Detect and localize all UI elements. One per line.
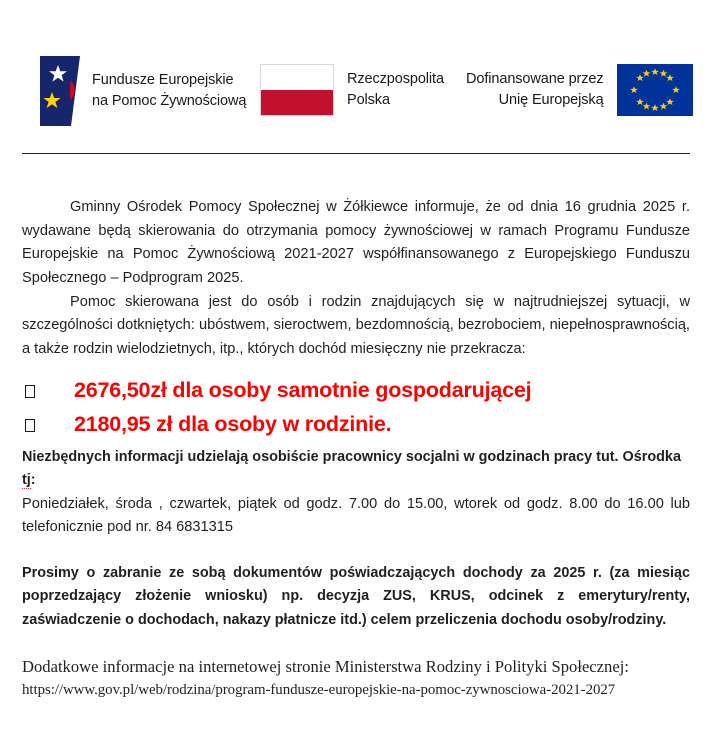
poland-flag-red-stripe <box>261 90 333 115</box>
fe-logo-line-1: Fundusze Europejskie <box>92 72 234 89</box>
income-threshold-family: 2180,95 zł dla osoby w rodzinie. <box>74 412 392 437</box>
logo-rzeczpospolita-polska <box>260 64 444 116</box>
empty-box-glyph-icon <box>25 419 35 432</box>
office-hours-block <box>22 446 690 540</box>
footer-info-block <box>22 656 690 701</box>
footer-info-line: Dodatkowe informacje na internetowej stronie Ministerstwa Rodziny i Polityki Społecznej: <box>22 656 629 676</box>
paragraph-eligibility <box>22 291 690 362</box>
office-hours-lead-suffix: : <box>30 472 36 489</box>
poland-logo-text <box>347 69 444 110</box>
paragraph-announcement-text: Gminny Ośrodek Pomocy Społecznej w Żółkiewce informuje, że od dnia 16 grudnia 2025 r. wydawane będą skierowania do otrzymania pomocy żywnościowej w ramach Programu Fundusze Europejskie na Pomoc Żywnościową 2021-2027 współfinansowanego z Europejskiego Funduszu Społecznego – Podprogram 2025. <box>22 199 690 286</box>
office-hours-lead-text: Niezbędnych informacji udzielają osobiście pracownicy socjalni w godzinach pracy tut. Ośrodka <box>22 448 681 465</box>
logo-fundusze-europejskie <box>40 56 246 126</box>
eu-logo-text <box>466 69 604 110</box>
eu-flag-icon <box>617 64 693 116</box>
fe-logo-text <box>92 70 246 111</box>
paragraph-announcement <box>22 196 690 291</box>
income-threshold-list <box>22 378 690 436</box>
document-body <box>22 196 690 701</box>
poland-logo-line-2: Polska <box>347 92 390 108</box>
logo-unia-europejska <box>466 64 693 116</box>
header-logo-bar <box>0 44 711 144</box>
fe-flag-star-mark-icon <box>40 56 80 126</box>
fe-logo-line-2: na Pomoc Żywnościową <box>92 93 247 109</box>
list-item <box>22 378 690 403</box>
spellcheck-flagged-word: tj <box>22 472 31 489</box>
paragraph-required-documents: Prosimy o zabranie ze sobą dokumentów poświadczających dochody za 2025 r. (za miesiąc poprzedzający złożenie wniosku) np. decyzja ZUS, KRUS, odcinek z emerytury/renty, zaświadczenie o dochodach, nakazy płatnicze itd.) celem przeliczenia dochodu osoby/rodziny. <box>22 564 690 628</box>
paragraph-eligibility-text: Pomoc skierowana jest do osób i rodzin znajdujących się w najtrudniejszej sytuacji, w szczególności dotkniętych: ubóstwem, sieroctwem, bezdomnością, bezrobociem, niepełnosprawnością, a także rodzin wielodzietnych, itp., których dochód miesięczny nie przekracza: <box>22 293 690 357</box>
eu-logo-line-1: Dofinansowane przez <box>466 71 604 88</box>
poland-logo-line-1: Rzeczpospolita <box>347 71 444 88</box>
office-hours-detail: Poniedziałek, środa , czwartek, piątek od godz. 7.00 do 15.00, wtorek od godz. 8.00 do 16.00 lub telefonicznie pod nr. 84 6831315 <box>22 495 690 536</box>
empty-box-glyph-icon <box>25 385 35 398</box>
poland-flag-icon <box>260 64 334 116</box>
footer-program-url: https://www.gov.pl/web/rodzina/program-fundusze-europejskie-na-pomoc-zywnosciowa-2021-2027 <box>22 682 616 699</box>
poland-flag-white-stripe <box>261 65 333 90</box>
header-divider <box>22 153 690 154</box>
eu-logo-line-2: Unię Europejską <box>498 92 604 108</box>
list-item <box>22 412 690 437</box>
income-threshold-single: 2676,50zł dla osoby samotnie gospodarującej <box>74 378 532 403</box>
office-hours-lead <box>22 446 690 493</box>
